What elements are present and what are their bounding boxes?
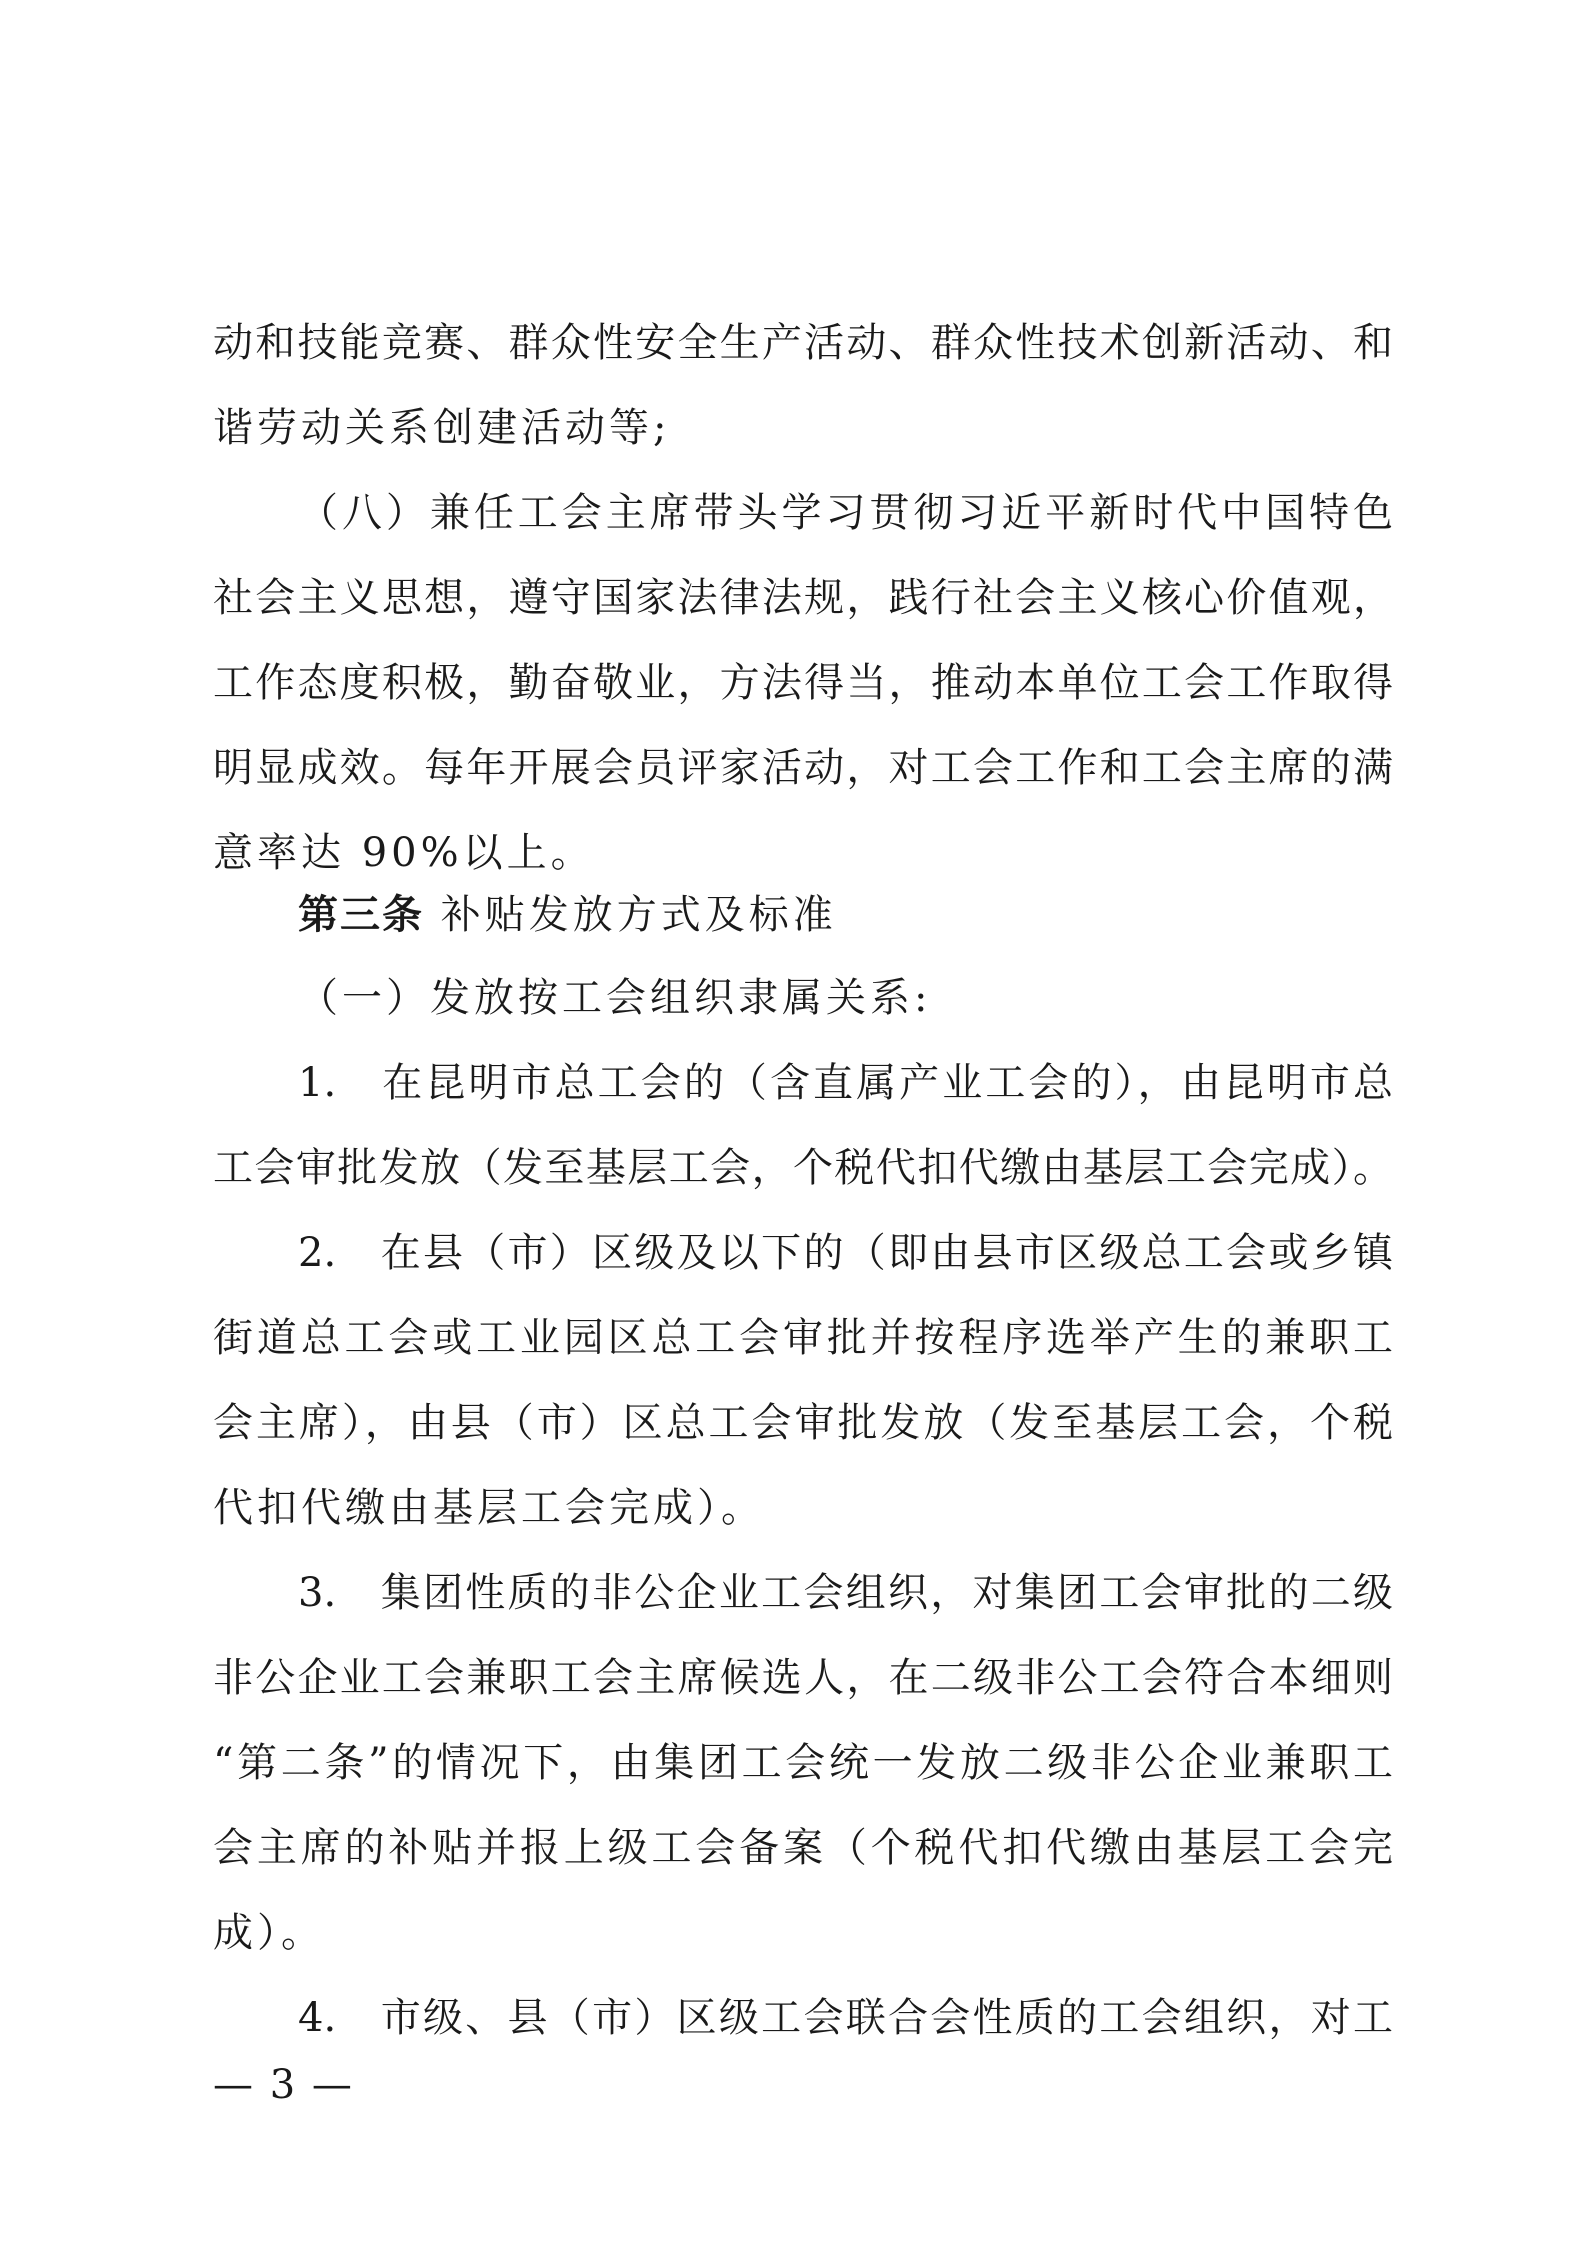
article-heading-title: 补贴发放方式及标准 — [440, 892, 837, 938]
paragraph-line: 意率达 90%以上。 — [213, 830, 595, 876]
section-line: 3. 集团性质的非公企业工会组织，对集团工会审批的二级 — [298, 1570, 1393, 1616]
paragraph-line: 动和技能竞赛、群众性安全生产活动、群众性技术创新活动、和 — [213, 320, 1393, 366]
section-line: 成）。 — [213, 1910, 325, 1956]
paragraph-line: 社会主义思想，遵守国家法律法规，践行社会主义核心价值观， — [213, 575, 1393, 621]
section-line: （一）发放按工会组织隶属关系: — [298, 975, 932, 1021]
paragraph-line: 谐劳动关系创建活动等; — [213, 405, 671, 451]
section-line: 4. 市级、县（市）区级工会联合会性质的工会组织，对工 — [298, 1995, 1393, 2041]
section-line: 2. 在县（市）区级及以下的（即由县市区级总工会或乡镇 — [298, 1230, 1393, 1276]
section-line: 1. 在昆明市总工会的（含直属产业工会的），由昆明市总 — [298, 1060, 1393, 1106]
paragraph-line: （八）兼任工会主席带头学习贯彻习近平新时代中国特色 — [298, 490, 1393, 536]
section-line: 街道总工会或工业园区总工会审批并按程序选举产生的兼职工 — [213, 1315, 1393, 1361]
article-heading-label: 第三条 — [298, 892, 424, 938]
section-line: 非公企业工会兼职工会主席候选人，在二级非公工会符合本细则 — [213, 1655, 1393, 1701]
section-line: 代扣代缴由基层工会完成）。 — [213, 1485, 765, 1531]
section-line: 工会审批发放（发至基层工会，个税代扣代缴由基层工会完成）。 — [213, 1145, 1393, 1191]
page-number: — 3 — — [213, 2062, 354, 2108]
paragraph-line: 明显成效。每年开展会员评家活动，对工会工作和工会主席的满 — [213, 745, 1393, 791]
section-line: “第二条”的情况下，由集团工会统一发放二级非公企业兼职工 — [213, 1740, 1393, 1786]
section-line: 会主席），由县（市）区总工会审批发放（发至基层工会，个税 — [213, 1400, 1393, 1446]
paragraph-line: 工作态度积极，勤奋敬业，方法得当，推动本单位工会工作取得 — [213, 660, 1393, 706]
article-heading — [298, 890, 1393, 940]
section-line: 会主席的补贴并报上级工会备案（个税代扣代缴由基层工会完 — [213, 1825, 1393, 1871]
